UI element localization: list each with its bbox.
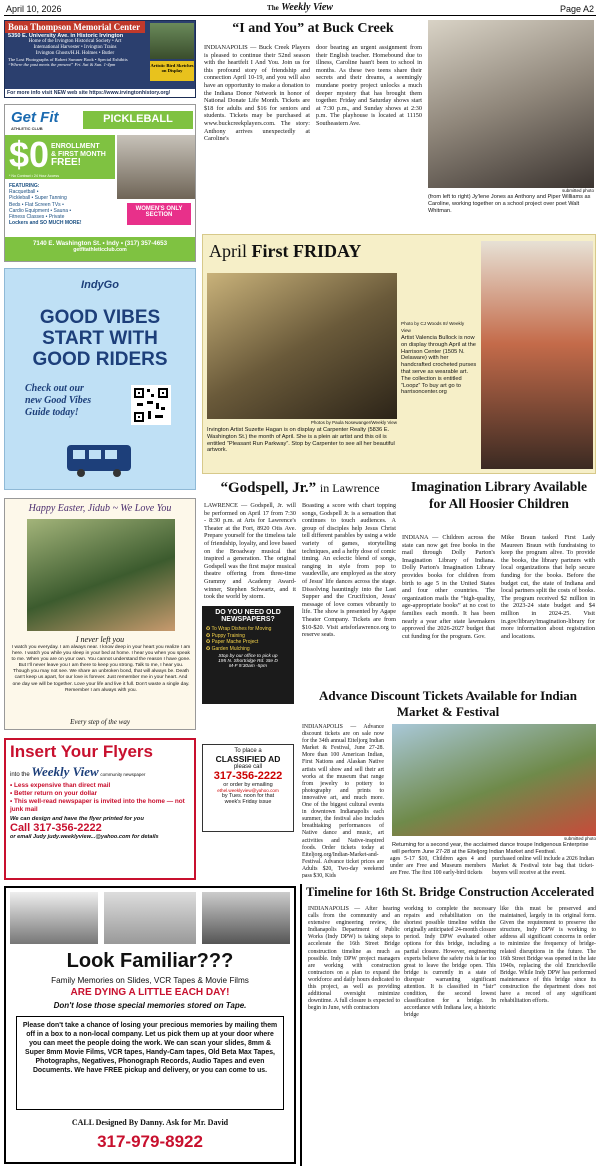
media-photos [10,892,290,944]
newspapers-pickup: Stop by our office to pick up 195 N. Shortridge Rd. Ste D M-F 9:30am -5pm [218,654,278,670]
classified-line-3: please call [233,764,263,770]
familiar-body: Please don't take a chance of losing your precious memories by mailing them off in a box to a non-local company. Let us pick them up at your door where you can meet the people doing the work. We can scan your slides, 8mm & Super 8mm Movie Films, VCR tapes, Handy-Cam tapes, Old Beta Max Tapes, Photographs, Negatives, Phonograph Records, Audio Tapes and even Documents. We have FREE pickup and delivery, or you can come to us. [16,1016,284,1110]
bona-footer-link[interactable]: For more info visit NEW web site https://www.irvingtonhistory.org/ [5,89,195,97]
buck-photo-caption: (from left to right) Jy'lene Jones as Anthony and Piper Williams as Caroline, working together on a school project over poet Walt Whitman. [428,194,591,214]
memorial-photo [27,519,175,631]
bridge-col-3: like this must be preserved and maintained, largely in its original form. Given the requirement to preserve the structure, Indy DPW is working to address all significant concerns in order to minimize the frequency of bridge-related disruptions in the future. The 16th Street Bridge was opened in the late 1940s, replacing the old Emrichsville Bridge. While Indy DPW has performed maintenance of this bridge since its construction the department does not have a record of any significant rehabilitation efforts. [500,906,596,1005]
getfit-address: 7140 E. Washington St. • Indy • (317) 357-4653 getfitathleticclub.com [5,237,195,261]
issue-date: April 10, 2026 [6,4,62,14]
vcr-tape-photo [10,892,98,944]
bridge-article [300,884,596,1166]
flyers-title: Insert Your Flyers [10,742,153,761]
classified-line-4: or order by emailing [223,782,273,788]
easter-title: Happy Easter, Jidub ~ We Love You [28,503,172,514]
classified-ad[interactable] [202,744,294,832]
flyers-cta: We can design and have the flyer printed for you [10,816,144,822]
indygo-subtext: Check out our new Good Vibes Guide today! [25,383,92,418]
pickleball-banner: PICKLEBALL [83,111,193,129]
easter-memorial-ad [4,498,196,730]
buck-creek-photo [428,20,594,188]
getfit-photo [117,135,195,199]
poem-signoff: Every step of the way [70,718,130,726]
bridge-col-1: INDIANAPOLIS — After hearing calls from the community and an extensive engineering review, the Indianapolis Department of Public Works (Indy DPW) is taking steps to accelerate the 16th Street Bridge construction timeline as much as possible. Indy DPW project managers are working with construction contractors on a plan to expand the workforce and daily hours dedicated to this project, as well as providing additional oversight minimize downtime. A full closure is expected to begin in June, with contractors [308,906,400,1012]
getfit-offer: $0 ENROLLMENT & FIRST MONTH FREE! * No Contract • 24 Hour Access [5,135,115,179]
flyers-bullets: • Less expensive than direct mail • Better return on your dollar • This well-read newspaper is invited into the home — not junk mail [10,782,185,813]
buck-headline: “I and You” at Buck Creek [232,21,394,36]
market-col-2: ages 5-17 $10, Children ages 4 and under are Free and Museum members are Free. The first 100 early-bird tickets [390,856,486,877]
familiar-title: Look Familiar??? [66,950,234,972]
bona-lines: Home of the Irvington Historical Society • Art International Harvester • Irvington Trains Irvington Ghosts/H.H. Holmes • Butler [28,39,122,56]
godspell-col-1: LAWRENCE — Godspell, Jr. will be performed on April 17 from 7:30 - 8:30 p.m. at Arts for Lawrence's Theater at the Fort, 8920 Otis Ave. Prepare yourself for the timeless tale of friendship, loyalty, and love based on the Broadway musical that inspired a generation. The original Godspell was the first major musical theatre offering from three-time Grammy and Academy Award-winner, Stephen Schwartz, and it took the world by storm. [204,502,296,601]
imagination-library-article [402,478,596,672]
classified-line-1: To place a [234,748,262,754]
getfit-features: FEATURING: Racquetball • Pickleball • Super Tanning Beds • Flat Screen TVs • Cardio Equipment • Sauna • Fitness Classes • Private Lockers and SO MUCH MORE! [9,183,82,227]
qr-code-icon[interactable] [131,385,171,425]
womens-section-badge: WOMEN'S ONLY SECTION [127,203,191,225]
imagination-col-1: INDIANA — Children across the state can now get free books in the mail through Dolly Parton's Imagination Library of Indiana. Dolly Parton's Imagination Library provides books for children from birth to age 5 in the United States and four other countries. The organization mails the “high-quality, age-appropriate books” at no cost to families each month. It has been nearly a year after state lawmakers approved the 2026-2027 budget that cut funding for the program. Gov. [402,534,495,640]
godspell-col-2: Boasting a score with chart topping songs, Godspell Jr. is a sensation that continues to touch audiences. A group of disciples help Jesus Christ tell different parables by using a wide variety of games, storytelling techniques, and a hefty dose of comic timing. An eclectic blend of songs, ranging in style from pop to vaudeville, are employed as the story of Jesus' life dances across the stage. Dissolving hauntingly into the Last Supper and the Crucifixion, Jesus' message of love comes vibrantly to life. The show is presented by Agape Theater Company. Tickets are from $10-$20. Visit artsforlawrence.org to reserve seats. [302,502,396,639]
page-number: Page A2 [559,4,594,14]
first-friday-section [202,234,596,474]
bona-badge: Artistic Bird Sketches on Display [150,61,194,81]
market-col-3: purchased online will include a 2026 Indian Market & Festival tote bag that ticket-buyers will receive at the event. [492,856,594,877]
bus-icon [65,441,135,479]
poem-title: I never left you [75,635,125,644]
insert-flyers-ad[interactable] [4,738,196,880]
first-friday-headline: April First FRIDAY [209,241,362,261]
imagination-headline: Imagination Library Available for All Hoosier Children [410,479,587,511]
classified-phone[interactable]: 317-356-2222 [213,770,283,782]
bona-title: Bona Thompson Memorial Center [5,21,145,33]
indygo-logo: IndyGo [81,279,119,291]
flyers-email[interactable]: or email Judy judy.weeklyview...@yahoo.com for details [10,834,159,840]
buck-col-2: door bearing an urgent assignment from their English teacher. Homebound due to illness, Caroline hasn't been to school in months. As these two teens share their secrets and their dreams, a seemingly mundane poetry project unlocks a much deeper mystery that has brought them together. Friday and Saturday shows start at 7:30 p.m., and Sunday shows at 2:30 p.m. The playhouse is located at 11150 Southeastern Ave. [316,44,422,127]
getfit-ad[interactable] [4,104,196,262]
market-headline: Advance Discount Tickets Available for Indian Market & Festival [319,688,577,719]
bona-address: 5350 E. University Ave. in Historic Irvington [8,33,124,39]
market-photo-credit: submitted photo [563,836,596,841]
look-familiar-ad[interactable] [4,886,296,1164]
friday-caption-1: Irvington Artist Suzette Hagan is on display at Carpenter Realty (5836 E. Washington St.) the month of April. She is a plein air artist and this oil is entitled “Pleasant Run Parkway”. Stop by Carpenter to see all her beautiful artwork. [207,427,395,454]
masthead: The Weekly View [267,2,333,13]
film-reel-photo [202,892,290,944]
buck-col-1: INDIANAPOLIS — Buck Creek Players is pleased to continue their 52nd season with the heartfelt I And You. Join us for this profound story of friendship and connection April 10-19, and you will also have an opportunity to make a donation to the Indiana Donor Network in honor of National Donate Life Month. Tickets are $18 for adults and $16 for seniors and students. Tickets may be purchased at www.buckcreekplayers.com. The story: Anthony arrives unexpectedly at Caroline's [204,44,310,143]
classified-line-6: week's Friday issue [224,799,272,805]
slides-photo [104,892,196,944]
familiar-phone[interactable]: 317-979-8922 [97,1132,203,1151]
familiar-subtitle: Family Memories on Slides, VCR Tapes & Movie Films [51,976,249,985]
newspapers-title: DO YOU NEED OLD NEWSPAPERS? [215,609,281,623]
getfit-logo: Get Fit ATHLETIC CLUB [11,109,59,131]
bridge-headline: Timeline for 16th St. Bridge Construction Accelerated [306,885,595,899]
buck-creek-article [202,20,424,232]
classified-line-5: by Tues. noon for that [221,793,275,799]
newspapers-items: ✪ To Wrap Dishes for Moving ✪ Puppy Training ✪ Paper Mache Project ✪ Garden Mulching [206,626,272,652]
market-col-1: INDIANAPOLIS — Advance discount tickets are on sale now for the 34th annual Eiteljorg Indian Market & Festival, June 27-28. More than 100 American Indian, First Nations and Alaskan Native artists will show and sell their art works at the museum that range from jewelry to pottery to photography and prints to innovative art, and much more. One of the biggest cultural events in downtown Indianapolis each summer, the festival also includes breathtaking performances of Native dance and music, art activities and Native-inspired foods. Order tickets today at Eiteljorg.org/Indian-Market-and-Festival. Advance ticket prices are Adults $20, Two-day weekend pass $30, Kids [302,724,384,878]
page-header [4,2,596,16]
buck-photo-credit: submitted photo [561,188,594,193]
painting-photo [207,273,397,419]
bona-quote: “Where the past meets the present” Fri. Sat & Sun. 1-4pm [8,62,116,67]
friday-photo-credit-2: Photo by CJ Woods III/ Weekly View [401,321,465,333]
familiar-dying: ARE DYING A LITTLE EACH DAY! [70,987,230,998]
familiar-call: CALL Designed By Danny. Ask for Mr. David [71,1118,229,1127]
indygo-ad[interactable] [4,268,196,490]
indygo-headline: GOOD VIBES START WITH GOOD RIDERS [32,307,168,370]
friday-photo-credit-1: Photos by Paula Nosewanger/Weekly View [310,420,397,425]
bona-building-photo [150,23,194,59]
classified-heading: CLASSIFIED AD [215,754,281,764]
market-photo-caption: Returning for a second year, the acclaimed dance troupe Indigenous Enterprise will perform June 27-28 at the Eiteljorg Indian Market and Festival. [392,842,589,855]
dance-troupe-photo [392,724,596,836]
poem-text: I watch you everyday. I am always near. I know deep in your heart you realize I am here. I watch you while you sleep in your bed at home. I hear you when you speak to me. When you are on your own. You cannot understand the reason I have gone. But I'll never leave you I am there to keep you strong. Talk to me, I hear you. Though you may not see. We share an unbroken bond, that will always be. Death can't keep us apart, for our love is forever. Just remember me in your heart. And one day we will be together. Love your life and live it full. Don't waste a single day. Remember I am always with you. [11,645,191,693]
imagination-col-2: Mike Braun tasked First Lady Maureen Braun with fundraising to keep the program alive. To provide the books, the library partners with local organizations that help secure funding for the books. Before the budget cut, the state of Indiana and local partners split the costs of books. The program received $2 million in the 2023-24 state budget and $4 million in 2024-25. Visit in.gov/library/imagination-library for more information about registration and locations. [501,534,595,640]
old-newspapers-ad[interactable] [202,606,294,704]
familiar-dont: Don't lose those special memories stored on Tape. [53,1001,247,1010]
godspell-headline: “Godspell, Jr.” in Lawrence [220,480,380,496]
flyers-phone[interactable]: Call 317-356-2222 [10,822,102,834]
bridge-col-2: working to complete the necessary repairs and rehabilitation on the shortest possible timeline within the originally anticipated 24-month closure period. Indy DPW evaluated other options for this bridge, including a partial closure. However, engineering experts believe the safety risk is far too great to leave the bridge open. This bridge is currently in a state of disrepair warranting significant attention. It is classified in “fair” condition, the second lowest classification for a bridge. In accordance with Indiana law, a historic bridge [404,906,496,1019]
artist-photo [481,241,593,469]
classified-email[interactable]: ethel.weeklyview@yahoo.com [217,788,279,793]
bona-thompson-ad[interactable] [4,20,196,98]
flyers-logo: into the Weekly View community newspaper [10,764,146,779]
friday-caption-2: Artist Valencia Bullock is now on display through April at the Harrison Center (1505 N. Delaware) with her handcrafted crocheted purses that serve as wearable art. The collection is entitled “Loopz” To buy art go to harrisoncenter.org [401,335,477,396]
bona-exhibit: The Lost Photographs of Robert Sumner Book • Special Exhibits [8,57,128,62]
